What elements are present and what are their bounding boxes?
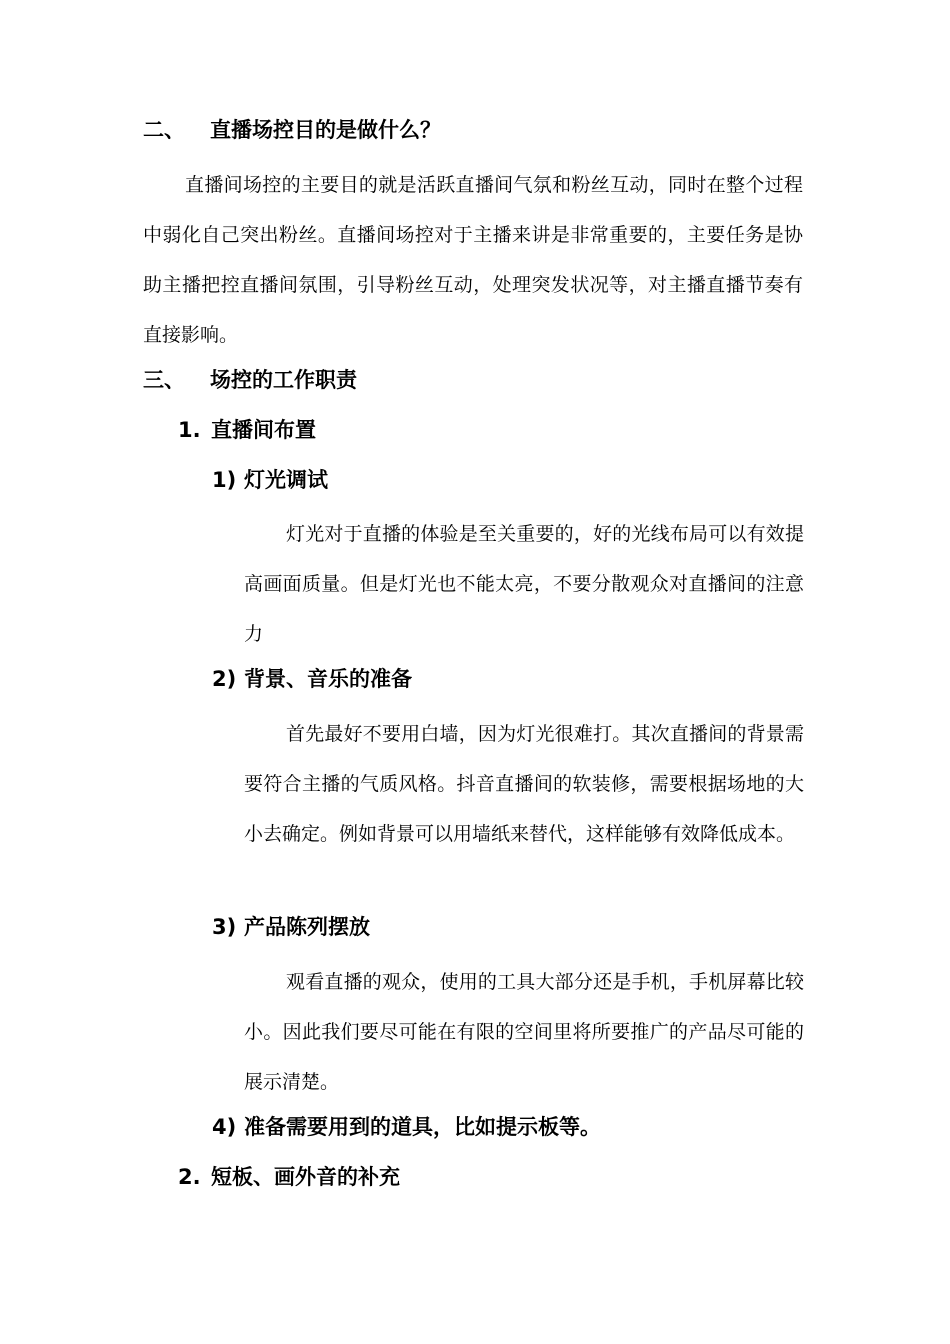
paragraph-background: 首先最好不要用白墙，因为灯光很难打。其次直播间的背景需要符合主播的气质风格。抖音直播间的软装修，需要根据场地的大小去确定。例如背景可以用墙纸来替代，这样能够有效降低成本。	[244, 723, 804, 845]
item-heading-props	[212, 1113, 601, 1141]
subsection-title: 直播间布置	[211, 418, 316, 442]
item-number: 4)	[212, 1115, 237, 1139]
item-title: 产品陈列摆放	[244, 915, 370, 939]
section-number: 三、	[143, 368, 185, 392]
item-title: 灯光调试	[244, 468, 328, 492]
item-heading-lighting	[212, 466, 328, 494]
section-title: 直播场控目的是做什么？	[210, 118, 441, 142]
item-number: 1)	[212, 468, 237, 492]
paragraph-products: 观看直播的观众，使用的工具大部分还是手机，手机屏幕比较小。因此我们要尽可能在有限的空间里将所要推广的产品尽可能的展示清楚。	[244, 971, 804, 1093]
item-title: 背景、音乐的准备	[244, 667, 412, 691]
item-heading-products	[212, 913, 370, 941]
item-number: 2)	[212, 667, 237, 691]
paragraph-lighting: 灯光对于直播的体验是至关重要的，好的光线布局可以有效提高画面质量。但是灯光也不能太亮，不要分散观众对直播间的注意力	[244, 523, 804, 645]
section-number: 二、	[143, 118, 185, 142]
subsection-title: 短板、画外音的补充	[211, 1165, 400, 1189]
paragraph-purpose: 直播间场控的主要目的就是活跃直播间气氛和粉丝互动，同时在整个过程中弱化自己突出粉丝。直播间场控对于主播来讲是非常重要的，主要任务是协助主播把控直播间氛围，引导粉丝互动，处理突发状况等，对主播直播节奏有直接影响。	[143, 174, 803, 346]
subsection-heading-2	[178, 1163, 400, 1191]
item-title: 准备需要用到的道具，比如提示板等。	[244, 1115, 601, 1139]
section-heading-2	[143, 116, 441, 144]
subsection-heading-1	[178, 416, 316, 444]
item-heading-background	[212, 665, 412, 693]
item-number: 3)	[212, 915, 237, 939]
section-heading-3	[143, 366, 357, 394]
section-title: 场控的工作职责	[210, 368, 357, 392]
subsection-number: 1.	[178, 418, 201, 442]
subsection-number: 2.	[178, 1165, 201, 1189]
